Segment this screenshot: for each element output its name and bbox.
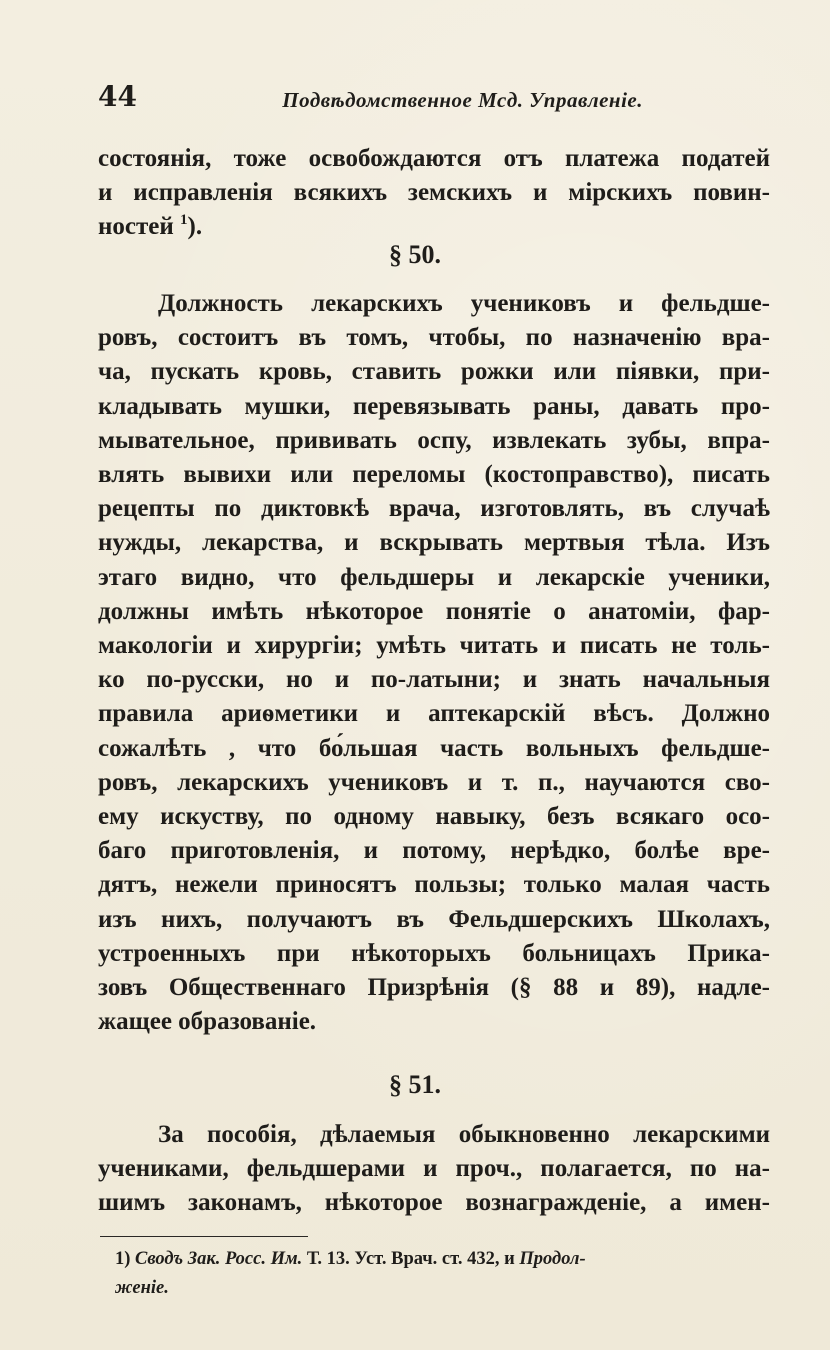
text-line-fragment: ностей [98,213,174,241]
text-line: зовъ Общественнаго Призрѣнія (§ 88 и 89), надле- [98,974,770,1002]
text-line: должны имѣть нѣкоторое понятіе о анатоміи, фар- [98,597,770,625]
text-line: изъ нихъ, получаютъ въ Фельдшерскихъ Школахъ, [98,905,770,933]
footnote-divider [100,1236,308,1237]
text-line: баго приготовленія, и потому, нерѣдко, болѣе вре- [98,837,770,865]
text-line: правила ариѳметики и аптекарскій вѣсъ. Должно [98,700,770,728]
text-line: влять вывихи или переломы (костоправство), писать [98,461,770,489]
footnote-ref[interactable]: 1 [180,212,188,229]
section-heading-50: § 50. [389,240,441,269]
text-line: ча, пускать кровь, ставить рожки или піявки, при- [98,358,770,386]
text-line: кладывать мушки, перевязывать раны, давать про- [98,392,770,420]
text-line: ровъ, состоитъ въ томъ, чтобы, по назначенію вра- [98,324,770,352]
text-line: учениками, фельдшерами и проч., полагается, по на- [98,1155,770,1183]
text-line: устроенныхъ при нѣкоторыхъ больницахъ Прика- [98,939,770,967]
text-line: шимъ законамъ, нѣкоторое вознагражденіе, а имен- [98,1189,770,1217]
running-title: Подвѣдомственное Мсд. Управленіе. [282,88,643,112]
text-line: мывательное, прививать оспу, извлекать зубы, впра- [98,426,770,454]
section-heading-51: § 51. [389,1070,441,1099]
footnote-marker: 1) [115,1249,131,1269]
text-line: и исправленія всякихъ земскихъ и мірскихъ повин- [98,179,770,207]
text-line-fragment: ). [187,213,203,241]
paragraph-continuation [98,142,770,245]
text-line: макологіи и хирургіи; умѣть читать и писать не толь- [98,632,770,660]
text-line: состоянія, тоже освобождаются отъ платежа податей [98,145,770,172]
footnote [115,1245,770,1303]
text-line: сожалѣть , что бо́льшая часть вольныхъ фельдше- [98,734,770,762]
footnote-source: Сводъ Зак. Росс. Им. [135,1249,303,1269]
paragraph-section-51 [98,1118,770,1221]
text-line: нужды, лекарства, и вскрывать мертвыя тѣла. Изъ [98,529,770,557]
footnote-reference: Т. 13. Уст. Врач. ст. 432, и [306,1249,515,1269]
footnote-continuation: Продол- [519,1249,586,1269]
text-line: ко по-русски, но и по-латыни; и знать начальныя [98,666,770,694]
text-line: ровъ, лекарскихъ учениковъ и т. п., научаются сво- [98,768,770,796]
footnote-line: женіе. [115,1278,169,1298]
text-line: Должность лекарскихъ учениковъ и фельдше- [158,290,770,317]
text-line: рецепты по диктовкѣ врача, изготовлять, въ случаѣ [98,495,770,523]
text-line: За пособія, дѣлаемыя обыкновенно лекарскими [158,1121,770,1148]
text-line: дятъ, нежели приносятъ пользы; только малая часть [98,871,770,899]
running-head [98,80,643,120]
paragraph-section-50 [98,287,770,1039]
text-line: жащее образованіе. [98,1008,317,1036]
text-line: этаго видно, что фельдшеры и лекарскіе ученики, [98,563,770,591]
text-line: ему искуству, по одному навыку, безъ всякаго осо- [98,803,770,831]
footnote-line [115,1245,770,1274]
page-number: 44 [98,80,137,113]
